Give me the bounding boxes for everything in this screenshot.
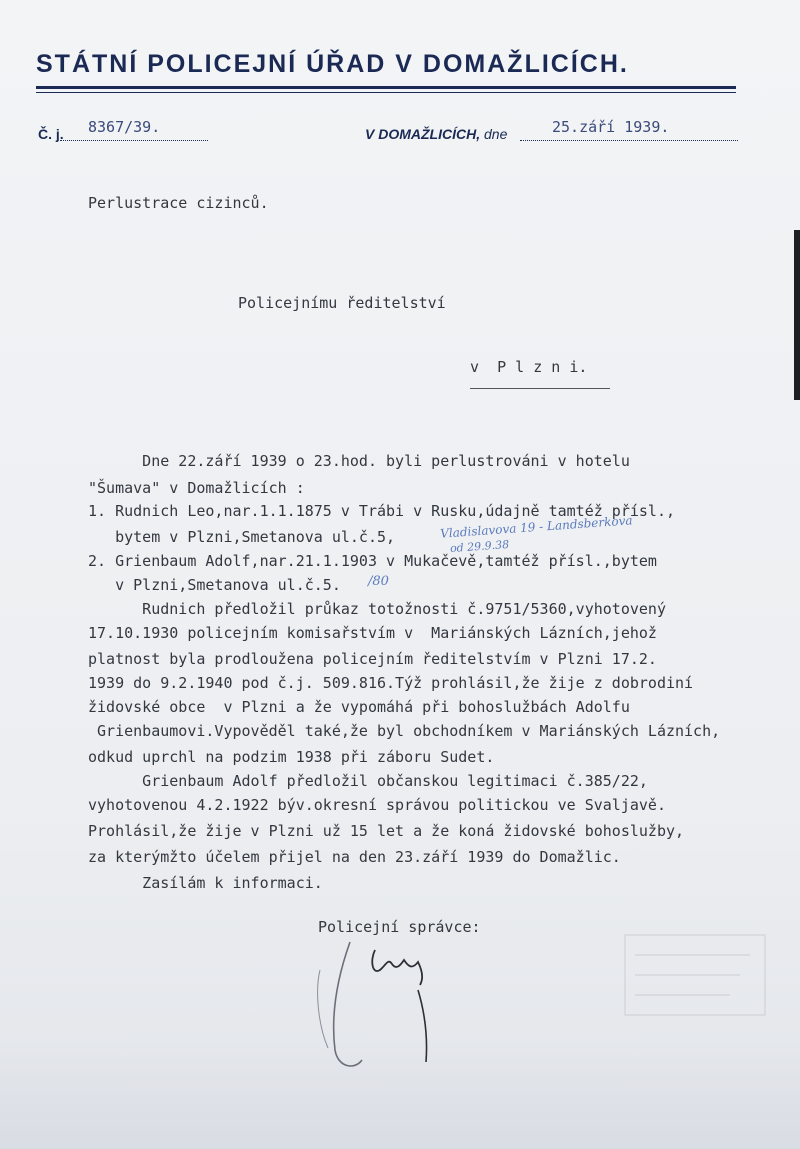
addressee-line-1: Policejnímu ředitelství — [238, 294, 446, 312]
handwritten-note: /80 — [368, 574, 389, 589]
subject-line: Perlustrace cizinců. — [88, 194, 269, 212]
letterhead-rule-thin — [36, 92, 736, 93]
body-line: bytem v Plzni,Smetanova ul.č.5, — [88, 528, 396, 546]
addressee-underline — [470, 388, 610, 389]
date-dotted-line — [520, 140, 738, 141]
body-line: platnost byla prodloužena policejním ředitelstvím v Plzni 17.2. — [88, 650, 657, 668]
reference-number: 8367/39. — [88, 118, 161, 136]
body-line: za kterýmžto účelem přijel na den 23.září 1939 do Domažlic. — [88, 848, 621, 866]
place-label: V DOMAŽLICÍCH, — [365, 126, 481, 142]
body-line: "Šumava" v Domažlicích : — [88, 479, 305, 497]
body-line: Zasílám k informaci. — [88, 874, 323, 892]
body-line: Rudnich předložil průkaz totožnosti č.9751/5360,vyhotovený — [88, 600, 666, 618]
body-line: 1939 do 9.2.1940 pod č.j. 509.816.Týž prohlásil,že žije z dobrodiní — [88, 674, 694, 692]
handwritten-note: Vladislavova 19 - Landsberkova — [439, 513, 633, 541]
body-line: 2. Grienbaum Adolf,nar.21.1.1903 v Mukačevě,tamtéž přísl.,bytem — [88, 552, 657, 570]
body-line: 17.10.1930 policejním komisařstvím v Mariánských Lázních,jehož — [88, 624, 657, 642]
faded-stamp-ghost — [620, 930, 770, 1020]
letterhead-rule — [36, 86, 736, 89]
body-line: Grienbaumovi.Vypověděl také,že byl obchodníkem v Mariánských Lázních, — [88, 722, 721, 740]
signature-label: Policejní správce: — [318, 918, 481, 936]
reference-dotted-line — [60, 140, 208, 141]
place-date-label — [365, 126, 507, 142]
page-edge-shadow — [794, 230, 800, 400]
body-line: Grienbaum Adolf předložil občanskou legitimaci č.385/22, — [88, 772, 648, 790]
body-line: v Plzni,Smetanova ul.č.5. — [88, 576, 341, 594]
handwritten-note: od 29.9.38 — [449, 537, 510, 556]
handwritten-signature — [300, 930, 460, 1080]
document-date: 25.září 1939. — [552, 118, 670, 136]
date-label: dne — [484, 126, 508, 142]
body-line: odkud uprchl na podzim 1938 při záboru Sudet. — [88, 748, 495, 766]
body-line: Dne 22.září 1939 o 23.hod. byli perlustrováni v hotelu — [88, 452, 630, 470]
body-line: Prohlásil,že žije v Plzni už 15 let a že koná židovské bohoslužby, — [88, 822, 685, 840]
body-line: 1. Rudnich Leo,nar.1.1.1875 v Trábi v Rusku,údajně tamtéž přísl., — [88, 502, 675, 520]
body-line: židovské obce v Plzni a že vypomáhá při bohoslužbách Adolfu — [88, 698, 630, 716]
letterhead-title: STÁTNÍ POLICEJNÍ ÚŘAD V DOMAŽLICÍCH. — [36, 50, 629, 78]
body-line: vyhotovenou 4.2.1922 býv.okresní správou politickou ve Svaljavě. — [88, 796, 666, 814]
reference-label: Č. j. — [38, 126, 64, 142]
addressee-line-2: v P l z n i. — [470, 358, 588, 376]
